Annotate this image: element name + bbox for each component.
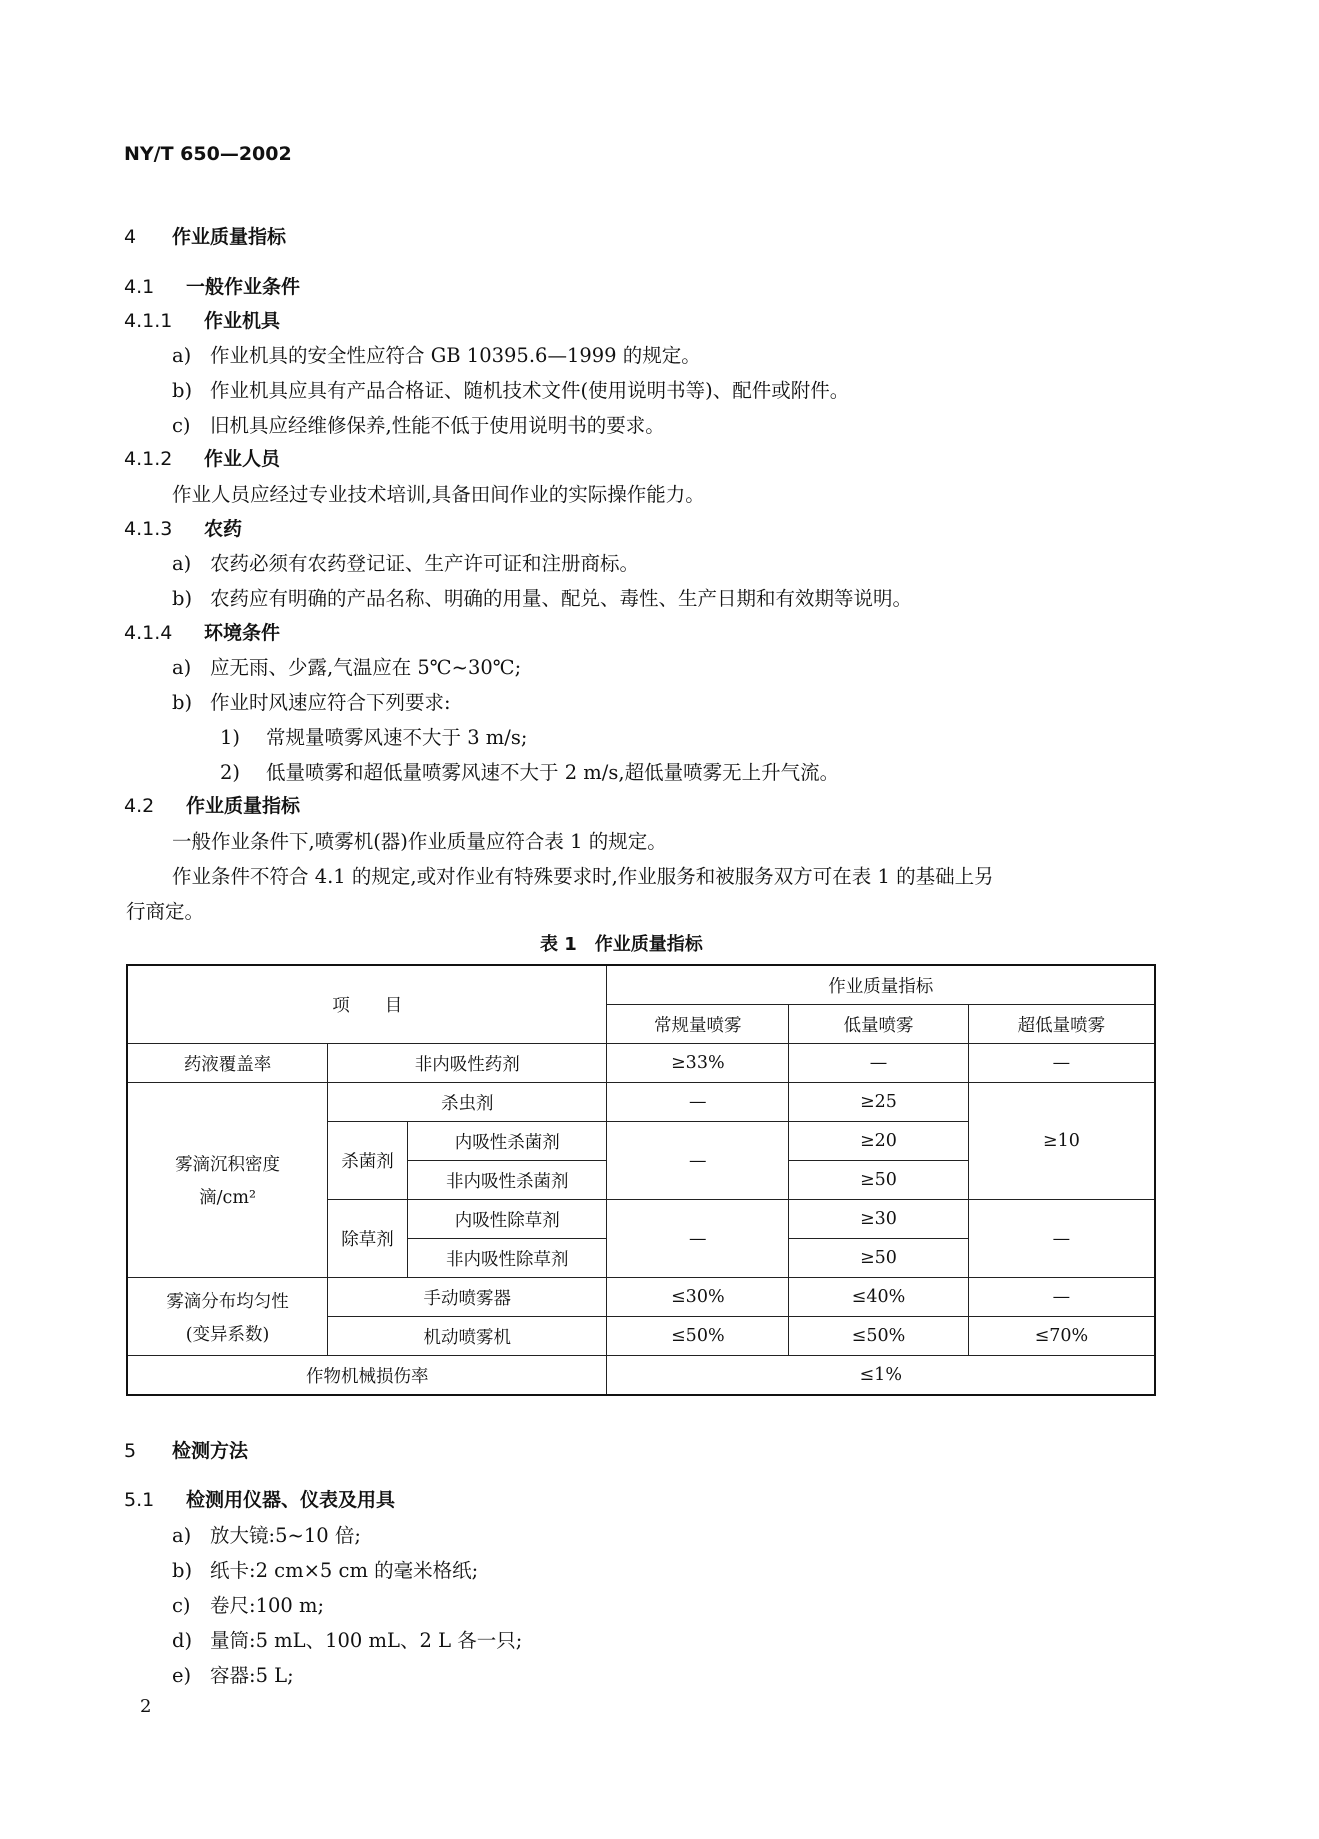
item-text: 农药必须有农药登记证、生产许可证和注册商标。 <box>210 552 640 575</box>
section-title: 检测方法 <box>172 1440 249 1462</box>
cell-value: ≥30 <box>789 1200 969 1239</box>
section-number: 4.1.2 <box>124 448 173 470</box>
item-label: e) <box>172 1664 192 1687</box>
item-label: c) <box>172 414 191 437</box>
section-number: 4.2 <box>124 795 155 817</box>
table-header-row <box>127 965 1155 1005</box>
cell-value: ≥20 <box>789 1122 969 1161</box>
section-title: 一般作业条件 <box>186 276 301 298</box>
row-subname: 机动喷雾机 <box>328 1317 607 1356</box>
item-text: 作业机具应具有产品合格证、随机技术文件(使用说明书等)、配件或附件。 <box>210 379 850 402</box>
item-text: 低量喷雾和超低量喷雾风速不大于 2 m/s,超低量喷雾无上升气流。 <box>266 761 840 784</box>
cell-value: ≤30% <box>607 1278 789 1317</box>
item-label: a) <box>172 1524 192 1547</box>
cell-value: ≥25 <box>789 1083 969 1122</box>
header-item: 项 目 <box>127 965 607 1044</box>
uniformity-label: 雾滴分布均匀性 <box>166 1291 289 1312</box>
row-subname: 非内吸性药剂 <box>328 1044 607 1083</box>
list-item <box>172 548 639 576</box>
list-subitem <box>220 722 527 750</box>
row-subname: 手动喷雾器 <box>328 1278 607 1317</box>
table-row <box>127 1356 1155 1396</box>
row-subname: 内吸性杀菌剂 <box>407 1122 607 1161</box>
cell-value: ≤50% <box>789 1317 969 1356</box>
section-title: 作业质量指标 <box>186 795 301 817</box>
item-label: b) <box>172 1559 193 1582</box>
list-item <box>172 652 521 680</box>
list-item <box>172 687 451 715</box>
section-number: 4.1.1 <box>124 310 173 332</box>
cell-value: — <box>968 1200 1155 1278</box>
section-4-1-2-heading <box>124 444 280 471</box>
row-group: 除草剂 <box>328 1200 408 1278</box>
section-number: 5 <box>124 1440 137 1462</box>
density-label: 雾滴沉积密度 <box>175 1155 281 1175</box>
cell-value: ≤50% <box>607 1317 789 1356</box>
table-caption: 表 1 作业质量指标 <box>540 934 703 955</box>
item-text: 量筒:5 mL、100 mL、2 L 各一只; <box>210 1629 523 1652</box>
list-item <box>172 1590 324 1618</box>
list-item <box>172 1520 361 1548</box>
row-group: 杀菌剂 <box>328 1122 408 1200</box>
table-row <box>127 1278 1155 1317</box>
cell-value: — <box>607 1200 789 1278</box>
cell-value: ≤1% <box>607 1356 1155 1396</box>
standard-number: NY/T 650—2002 <box>124 143 292 165</box>
row-name: 作物机械损伤率 <box>127 1356 607 1396</box>
section-title: 作业人员 <box>204 448 281 470</box>
row-subname: 非内吸性杀菌剂 <box>407 1161 607 1200</box>
quality-table <box>126 964 1156 1396</box>
item-text: 常规量喷雾风速不大于 3 m/s; <box>266 726 528 749</box>
section-title: 作业质量指标 <box>172 226 287 248</box>
item-text: 容器:5 L; <box>210 1664 294 1687</box>
cell-value: — <box>607 1122 789 1200</box>
section-number: 5.1 <box>124 1489 155 1511</box>
cell-value: — <box>968 1044 1155 1083</box>
section-5-1-heading <box>124 1485 395 1512</box>
section-4-2-heading <box>124 791 300 818</box>
item-text: 作业机具的安全性应符合 GB 10395.6—1999 的规定。 <box>210 344 701 367</box>
item-text: 卷尺:100 m; <box>210 1594 325 1617</box>
list-item <box>172 410 665 438</box>
cell-value: — <box>607 1083 789 1122</box>
cell-value: — <box>789 1044 969 1083</box>
header-quality: 作业质量指标 <box>607 965 1155 1005</box>
cell-value: ≥10 <box>968 1083 1155 1200</box>
paragraph: 作业条件不符合 4.1 的规定,或对作业有特殊要求时,作业服务和被服务双方可在表 1 的基础上另 <box>172 865 994 888</box>
item-label: 2) <box>220 761 241 784</box>
paragraph-continuation: 行商定。 <box>126 900 205 923</box>
item-text: 农药应有明确的产品名称、明确的用量、配兑、毒性、生产日期和有效期等说明。 <box>210 587 913 610</box>
row-name <box>127 1278 328 1356</box>
page-number: 2 <box>140 1696 152 1717</box>
list-item <box>172 1660 294 1688</box>
item-label: c) <box>172 1594 191 1617</box>
row-subname: 内吸性除草剂 <box>407 1200 607 1239</box>
section-4-heading <box>124 222 286 249</box>
item-text: 应无雨、少露,气温应在 5℃~30℃; <box>210 656 522 679</box>
item-text: 放大镜:5~10 倍; <box>210 1524 361 1547</box>
section-title: 作业机具 <box>204 310 281 332</box>
section-4-1-1-heading <box>124 306 280 333</box>
cell-value: — <box>968 1278 1155 1317</box>
section-4-1-4-heading <box>124 618 280 645</box>
item-label: 1) <box>220 726 241 749</box>
item-label: a) <box>172 552 192 575</box>
item-label: b) <box>172 691 193 714</box>
row-name: 药液覆盖率 <box>127 1044 328 1083</box>
density-unit: 滴/cm² <box>199 1188 256 1208</box>
section-4-1-heading <box>124 272 300 299</box>
list-item <box>172 583 912 611</box>
item-label: a) <box>172 344 192 367</box>
item-label: a) <box>172 656 192 679</box>
section-number: 4.1.3 <box>124 518 173 540</box>
cell-value: ≥33% <box>607 1044 789 1083</box>
header-conventional: 常规量喷雾 <box>607 1005 789 1044</box>
cell-value: ≤70% <box>968 1317 1155 1356</box>
cell-value: ≤40% <box>789 1278 969 1317</box>
header-low-volume: 低量喷雾 <box>789 1005 969 1044</box>
list-item <box>172 375 849 403</box>
section-5-heading <box>124 1436 248 1463</box>
cell-value: ≥50 <box>789 1239 969 1278</box>
item-label: b) <box>172 379 193 402</box>
item-label: b) <box>172 587 193 610</box>
row-subname: 非内吸性除草剂 <box>407 1239 607 1278</box>
list-item <box>172 340 701 368</box>
row-name <box>127 1083 328 1278</box>
list-item <box>172 1555 478 1583</box>
list-item <box>172 1625 522 1653</box>
section-number: 4.1.4 <box>124 622 173 644</box>
uniformity-sublabel: (变异系数) <box>185 1324 270 1345</box>
section-title: 农药 <box>204 518 243 540</box>
item-text: 作业时风速应符合下列要求: <box>210 691 451 714</box>
section-4-1-3-heading <box>124 514 242 541</box>
section-title: 环境条件 <box>204 622 281 644</box>
table-row <box>127 1044 1155 1083</box>
list-subitem <box>220 757 839 785</box>
paragraph: 作业人员应经过专业技术培训,具备田间作业的实际操作能力。 <box>172 483 705 506</box>
section-number: 4.1 <box>124 276 155 298</box>
item-label: d) <box>172 1629 193 1652</box>
header-ultra-low-volume: 超低量喷雾 <box>968 1005 1155 1044</box>
section-number: 4 <box>124 226 137 248</box>
item-text: 旧机具应经维修保养,性能不低于使用说明书的要求。 <box>210 414 665 437</box>
row-subname: 杀虫剂 <box>328 1083 607 1122</box>
paragraph: 一般作业条件下,喷雾机(器)作业质量应符合表 1 的规定。 <box>172 830 667 853</box>
item-text: 纸卡:2 cm×5 cm 的毫米格纸; <box>210 1559 479 1582</box>
table-row <box>127 1083 1155 1122</box>
cell-value: ≥50 <box>789 1161 969 1200</box>
section-title: 检测用仪器、仪表及用具 <box>186 1489 396 1511</box>
